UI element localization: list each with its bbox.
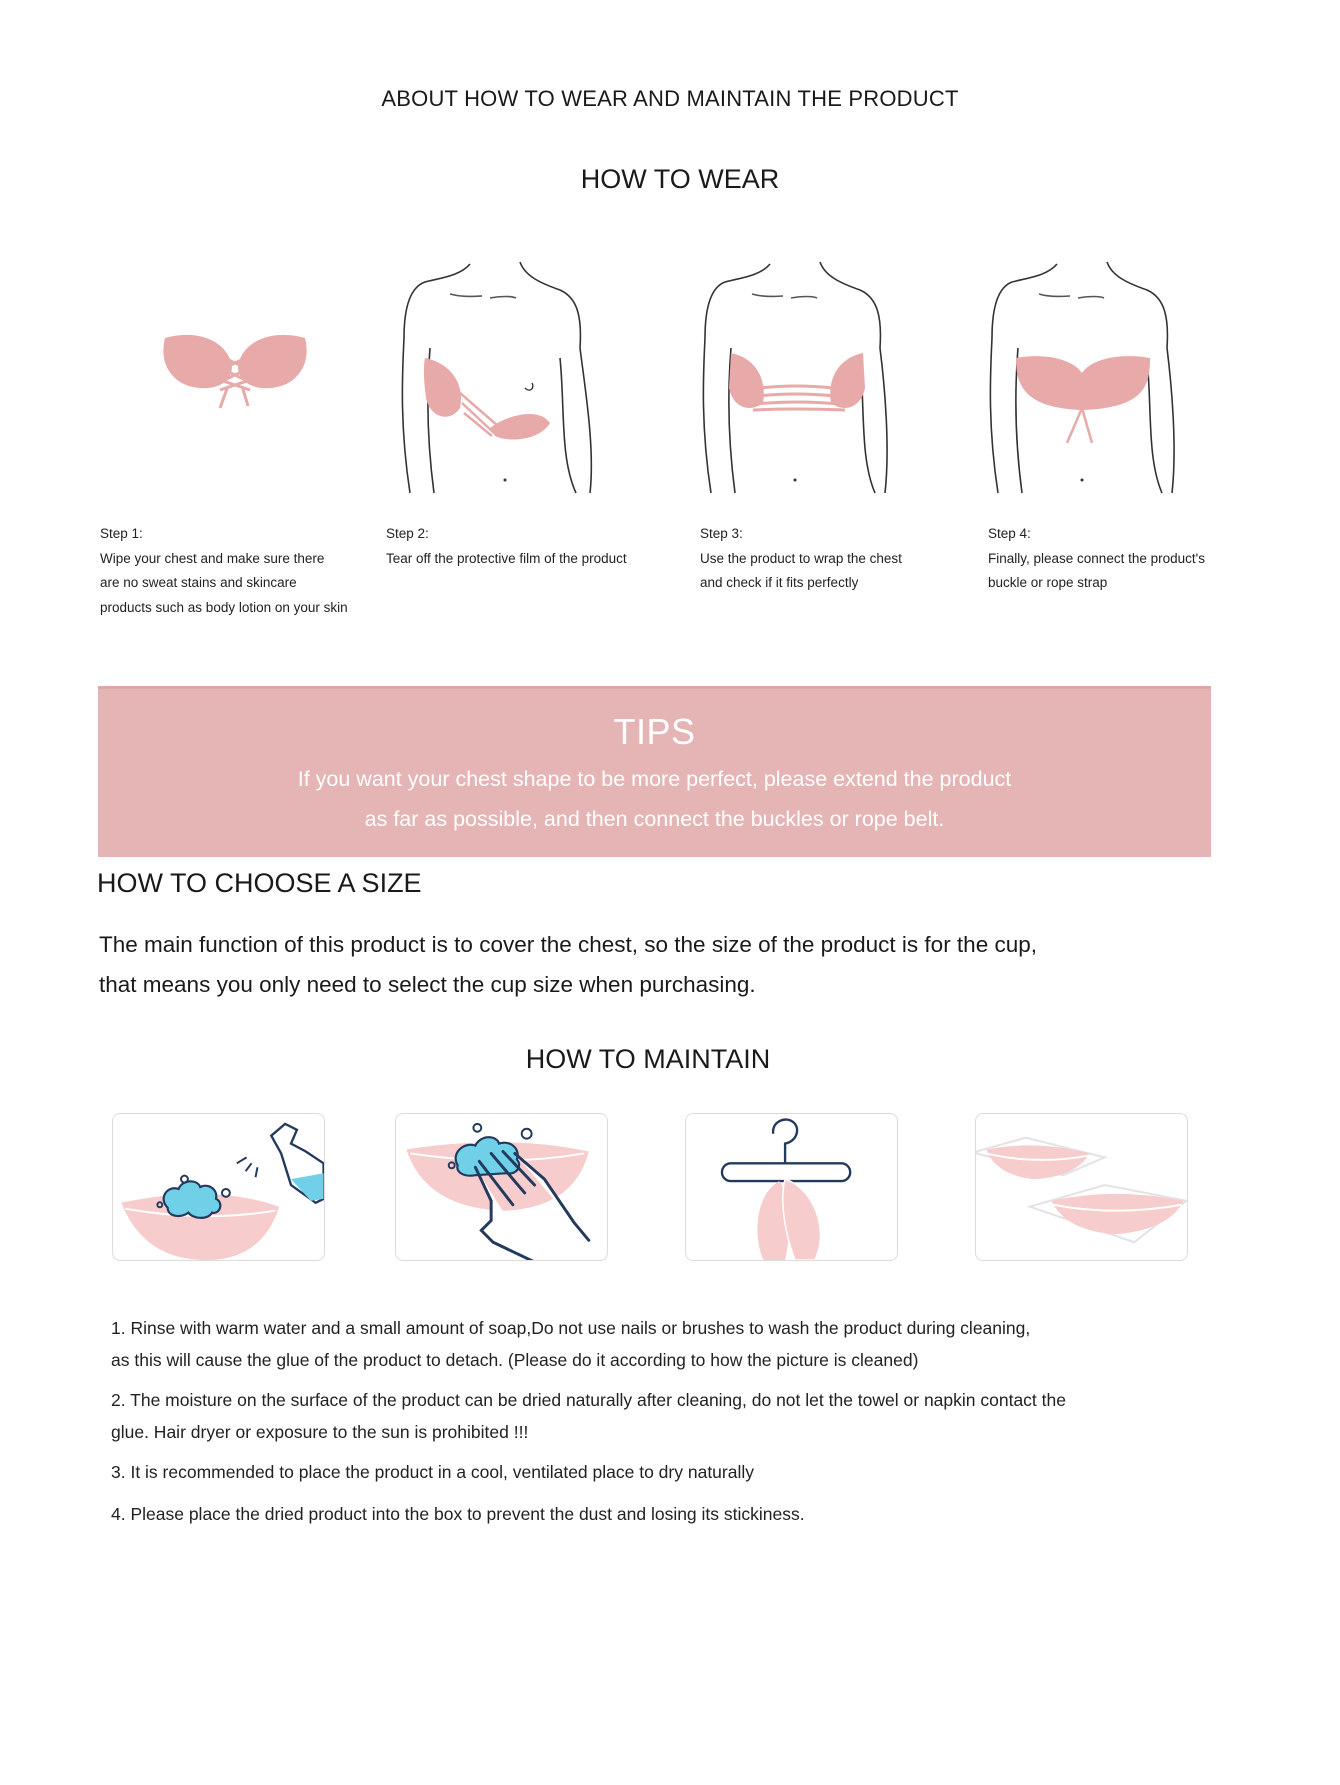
size-heading: HOW TO CHOOSE A SIZE bbox=[97, 868, 422, 898]
step-label: Step 4: bbox=[988, 526, 1031, 541]
size-text: that means you only need to select the cup size when purchasing. bbox=[99, 972, 756, 997]
instruction-4 bbox=[111, 1498, 1066, 1530]
step-1 bbox=[100, 522, 348, 620]
body-step2-icon bbox=[390, 258, 620, 498]
instruction-text: as this will cause the glue of the product to detach. (Please do it according to how the picture is cleaned) bbox=[111, 1350, 919, 1370]
instruction-1 bbox=[111, 1312, 1066, 1376]
instruction-2 bbox=[111, 1384, 1066, 1448]
step-text: buckle or rope strap bbox=[988, 575, 1108, 590]
tips-text: If you want your chest shape to be more perfect, please extend the product bbox=[297, 767, 1012, 791]
step-text: Wipe your chest and make sure there bbox=[100, 550, 325, 566]
maintenance-instructions bbox=[111, 1312, 1066, 1530]
tips-banner bbox=[98, 686, 1211, 857]
body-step3-icon bbox=[695, 258, 905, 498]
maintain-heading: HOW TO MAINTAIN bbox=[525, 1044, 771, 1074]
stored-cups-icon bbox=[975, 1113, 1188, 1261]
step-label: Step 3: bbox=[700, 526, 743, 541]
tips-text: as far as possible, and then connect the buckles or rope belt. bbox=[364, 807, 945, 831]
instruction-text: 4. Please place the dried product into the box to prevent the dust and losing its stickiness. bbox=[111, 1504, 805, 1524]
tips-title: TIPS bbox=[613, 711, 696, 752]
hanger-drying-icon bbox=[685, 1113, 898, 1261]
step-3 bbox=[700, 522, 902, 596]
body-step4-icon bbox=[982, 258, 1192, 498]
instruction-text: 3. It is recommended to place the product in a cool, ventilated place to dry naturally bbox=[111, 1462, 754, 1482]
step-text: Tear off the protective film of the product bbox=[386, 550, 627, 566]
step-text: Finally, please connect the product's bbox=[988, 550, 1205, 566]
hand-washing-bowl-icon bbox=[395, 1113, 608, 1261]
instruction-text: glue. Hair dryer or exposure to the sun is prohibited !!! bbox=[111, 1422, 529, 1442]
step-label: Step 1: bbox=[100, 526, 143, 541]
instruction-text: 1. Rinse with warm water and a small amount of soap,Do not use nails or brushes to wash the product during cleaning, bbox=[111, 1318, 1031, 1338]
step-text: products such as body lotion on your skin bbox=[100, 599, 348, 615]
step-4 bbox=[988, 522, 1205, 596]
step-text: Use the product to wrap the chest bbox=[700, 550, 902, 566]
step-text: are no sweat stains and skincare bbox=[100, 575, 297, 590]
product-flat-icon bbox=[150, 258, 320, 498]
how-to-wear-heading: HOW TO WEAR bbox=[580, 164, 780, 194]
size-description bbox=[99, 925, 1037, 1005]
page-title: ABOUT HOW TO WEAR AND MAINTAIN THE PRODUCT bbox=[381, 86, 959, 111]
soap-bowl-spray-icon bbox=[112, 1113, 325, 1261]
instruction-text: 2. The moisture on the surface of the product can be dried naturally after cleaning, do not let the towel or napkin contact the bbox=[111, 1390, 1066, 1410]
step-text: and check if it fits perfectly bbox=[700, 575, 859, 590]
size-text: The main function of this product is to cover the chest, so the size of the product is for the cup, bbox=[99, 932, 1037, 957]
instruction-3 bbox=[111, 1456, 1066, 1488]
step-2 bbox=[386, 522, 627, 571]
step-label: Step 2: bbox=[386, 526, 429, 541]
